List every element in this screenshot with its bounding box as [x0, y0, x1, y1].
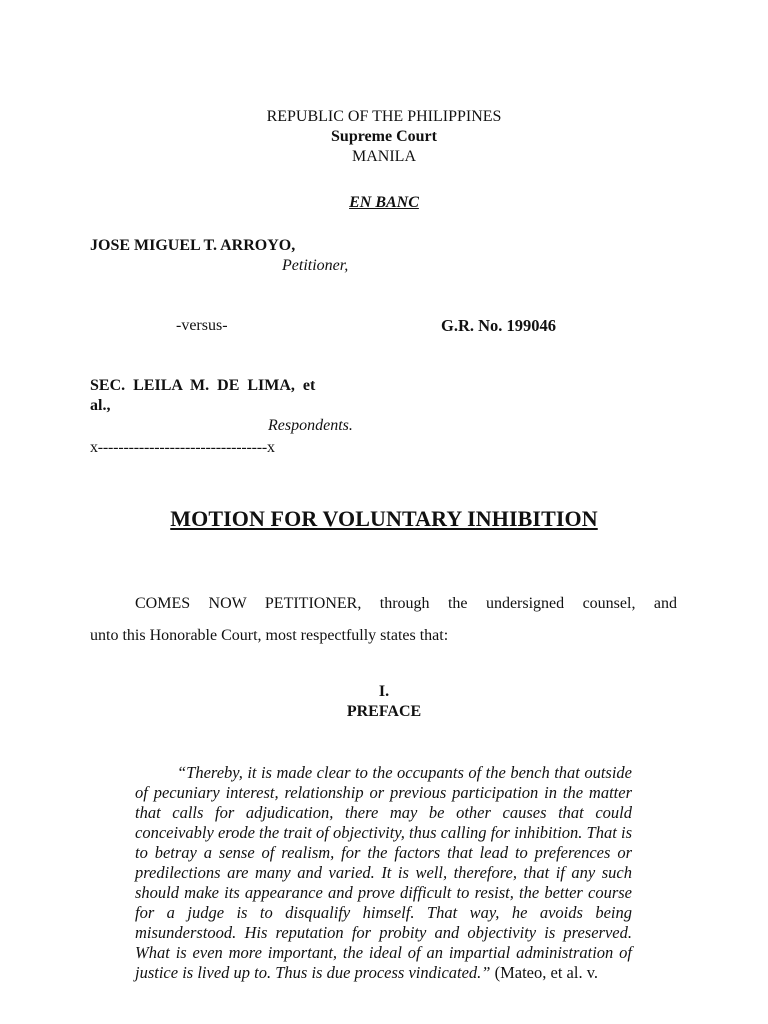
preface-quote	[135, 763, 632, 983]
section-title: PREFACE	[346, 703, 422, 720]
respondent-name-line1: SEC. LEILA M. DE LIMA, et	[90, 377, 316, 394]
city-heading: MANILA	[352, 148, 416, 165]
caption-separator: x---------------------------------x	[90, 439, 275, 456]
quote-text: “Thereby, it is made clear to the occupants of the bench that outside of pecuniary interest, relationship or previous participation in the matter that calls for adjudication, there may be other causes that could conceivably erode the trait of objectivity, thus calling for inhibition. That is to betray a sense of realism, for the factors that lead to preferences or predilections are many and varied. It is well, therefore, that if any such should make its appearance and prove difficult to resist, the better course for a judge is to disqualify himself. That way, he avoids being misunderstood. His reputation for probity and objectivity is preserved. What is even more important, the ideal of an impartial administration of justice is lived up to. Thus is due process vindicated.”	[135, 763, 632, 982]
petitioner-name: JOSE MIGUEL T. ARROYO,	[90, 237, 296, 254]
versus-label: -versus-	[176, 317, 228, 334]
petitioner-role: Petitioner,	[282, 257, 349, 274]
document-title: MOTION FOR VOLUNTARY INHIBITION	[170, 506, 598, 531]
section-number: I.	[378, 683, 390, 700]
quote-citation: (Mateo, et al. v.	[494, 963, 599, 982]
respondent-role: Respondents.	[268, 417, 353, 434]
intro-line-1: COMES NOW PETITIONER, through the undersigned counsel, and	[135, 595, 677, 612]
intro-line-2: unto this Honorable Court, most respectfully states that:	[90, 627, 449, 644]
republic-heading: REPUBLIC OF THE PHILIPPINES	[266, 108, 502, 125]
court-heading: Supreme Court	[331, 128, 437, 145]
division-heading: EN BANC	[349, 194, 419, 211]
case-number: G.R. No. 199046	[441, 316, 557, 335]
respondent-name-line2: al.,	[90, 397, 111, 414]
